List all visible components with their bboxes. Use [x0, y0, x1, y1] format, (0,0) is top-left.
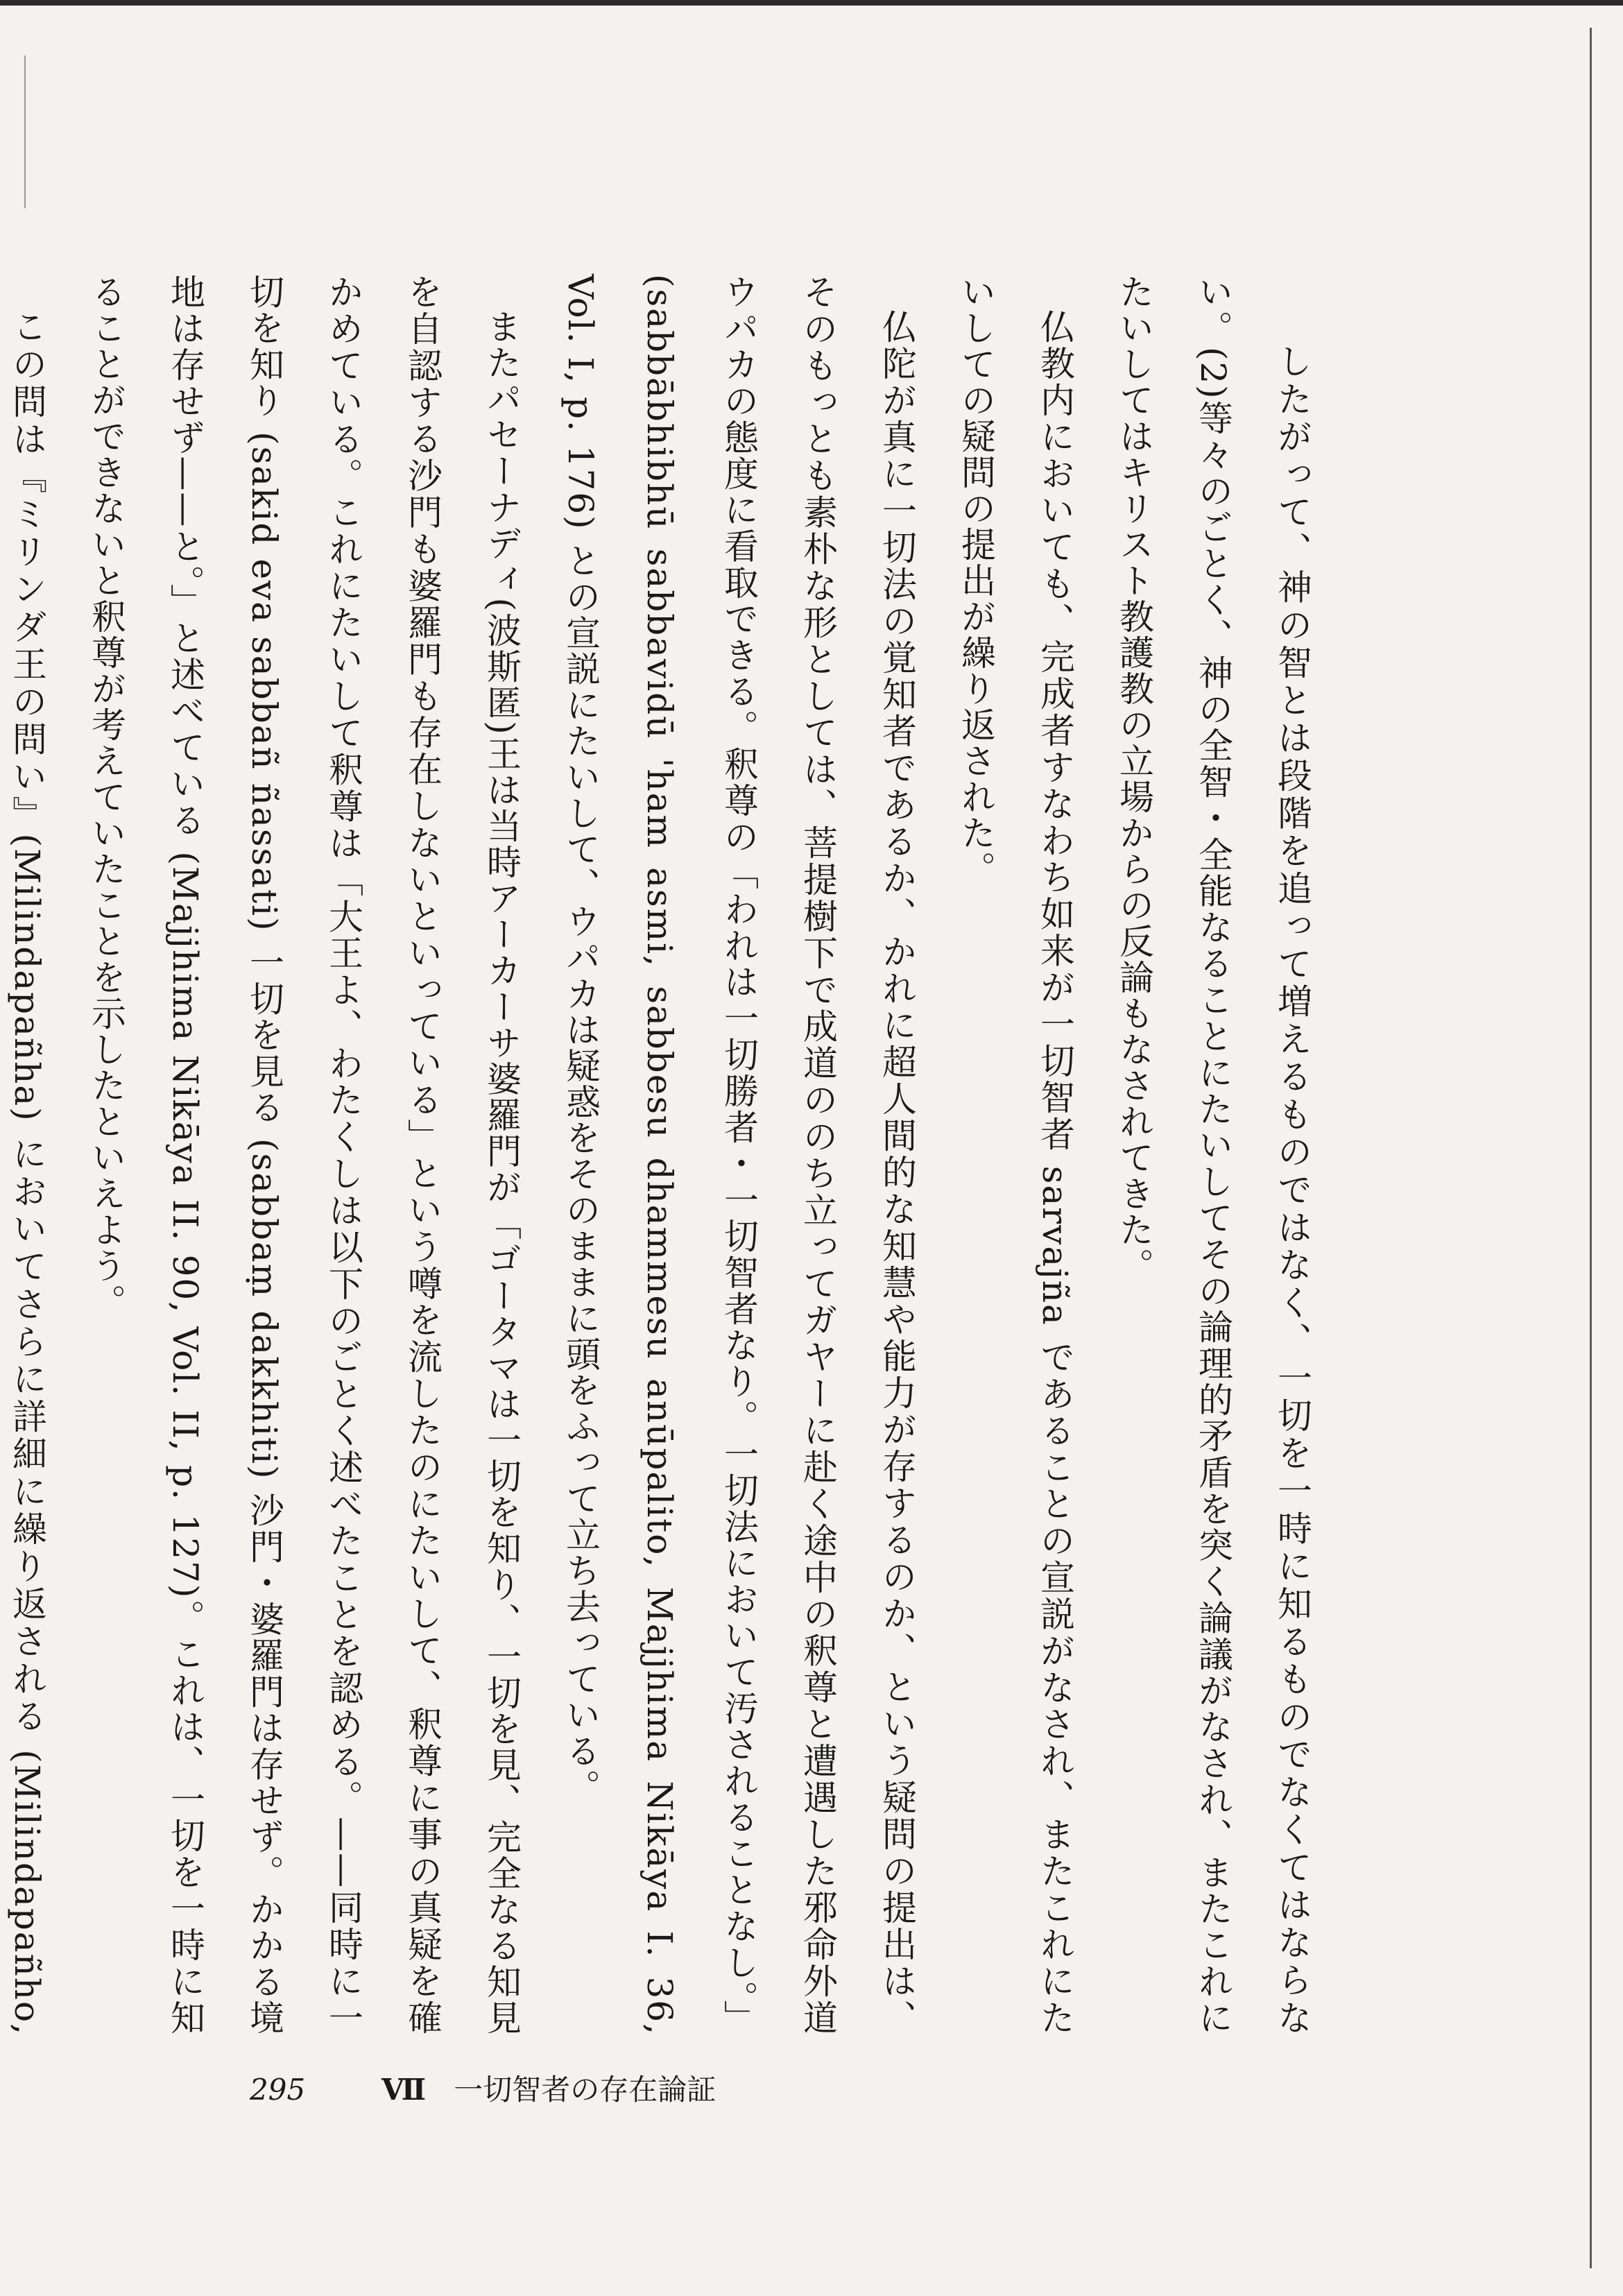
- body-text: [7, 274, 1332, 2037]
- page-footer: [250, 2067, 716, 2109]
- paragraph-3: 仏陀が真に一切法の覚知者であるか、かれに超人間的な知慧や能力が存するのか、という疑問の提出は、そのもっとも素朴な形としては、菩提樹下で成道ののち立ってガヤーに赴く途中の釈尊と遭遇した邪命外道ウパカの態度に看取できる。釈尊の「われは一切勝者・一切智者なり。一切法において汚されることなし。」(sabbābhibhū sabbavidū 'ham asmi, sabbesu dhammesu anūpalito, Majjhima Nikāya I. 36, Vol. I, p. 176) との宣説にたいして、ウパカは疑惑をそのままに頭をふって立ち去っている。: [560, 274, 917, 2036]
- paragraph-4: またパセーナディ(波斯匿)王は当時アーカーサ婆羅門が「ゴータマは一切を知り、一切を見、完全なる知見を自認する沙門も婆羅門も存在しないといっている」という噂を流したのにたいして、釈尊に事の真疑を確かめている。これにたいして釈尊は「大王よ、わたくしは以下のごとく述べたことを認める。——同時に一切を知り (sakid eva sabbañ ñassati) 一切を見る (sabbaṃ dakkhiti) 沙門・婆羅門は存せず。かかる境地は存せず——と。」と述べている (Majjhima Nikāya II. 90, Vol. II, p. 127)。これは、一切を一時に知ることができないと釈尊が考えていたことを示したといえよう。: [86, 274, 522, 2037]
- scan-margin-line: [24, 55, 26, 208]
- chapter-title: 一切智者の存在論証: [454, 2073, 716, 2107]
- paragraph-5: この問は『ミリンダ王の問い』(Milindapañha) においてさらに詳細に繰り返される (Milindapañho,: [7, 309, 47, 2036]
- paragraph-1: したがって、神の智とは段階を追って増えるものではなく、一切を一時に知るものでなくてはならない。(2)等々のごとく、神の全智・全能なることにたいしてその論理的矛盾を突く論議がなされ、またこれにたいしてはキリスト教護教の立場からの反論もなされてきた。: [1114, 274, 1312, 2036]
- page-number: 295: [250, 2073, 306, 2107]
- page-top-edge: [0, 0, 1623, 6]
- chapter-number: Ⅶ: [381, 2073, 427, 2107]
- binding-edge-line: [1590, 28, 1592, 2268]
- paragraph-2: 仏教内においても、完成者すなわち如来が一切智者 sarvajña であることの宣説がなされ、またこれにたいしての疑問の提出が繰り返された。: [956, 274, 1075, 2036]
